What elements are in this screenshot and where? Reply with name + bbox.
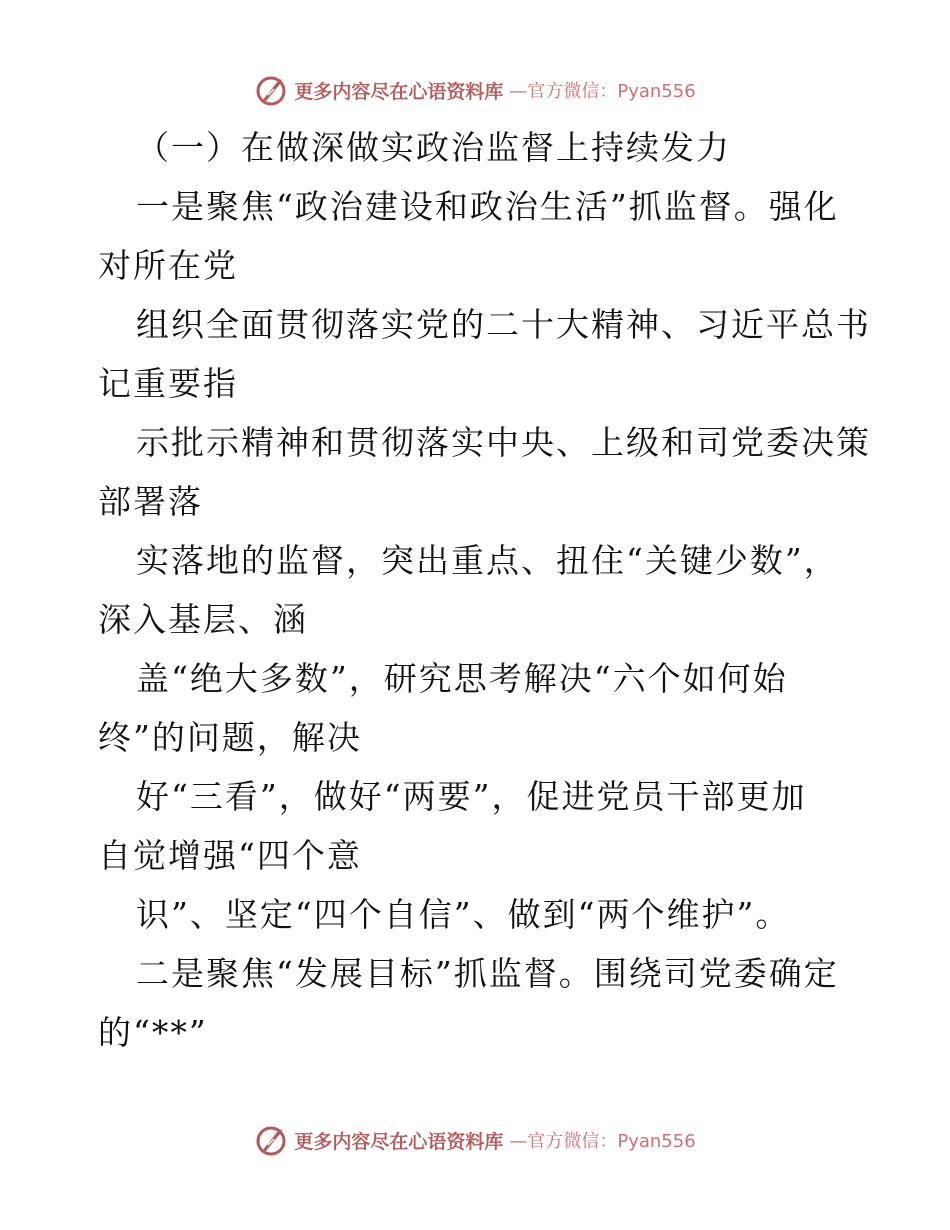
watermark-main-text: 更多内容尽在心语资料库 <box>294 1130 504 1153</box>
text-line: 对所在党 <box>98 246 238 285</box>
document-body <box>98 118 871 1062</box>
text-line: 深入基层、涵 <box>98 600 308 639</box>
watermark-sub-text: —官方微信：Pyan556 <box>509 1131 696 1152</box>
text-line: 二是聚焦“发展目标”抓监督。围绕司党委确定 <box>136 954 839 993</box>
text-line: 终”的问题，解决 <box>98 718 362 757</box>
text-line: （一）在做深做实政治监督上持续发力 <box>136 128 731 167</box>
text-line: 识”、坚定“四个自信”、做到“两个维护”。 <box>136 895 791 934</box>
header-watermark <box>0 70 950 110</box>
text-line: 自觉增强“四个意 <box>98 836 362 875</box>
text-line: 部署落 <box>98 482 203 521</box>
text-line: 盖“绝大多数”，研究思考解决“六个如何始 <box>136 659 788 698</box>
text-line: 记重要指 <box>98 364 238 403</box>
text-line: 的“**” <box>98 1013 208 1052</box>
text-line: 实落地的监督，突出重点、扭住“关键少数”， <box>136 541 839 580</box>
quill-pen-circle-icon <box>254 1123 288 1157</box>
text-line: 示批示精神和贯彻落实中央、上级和司党委决策 <box>136 423 871 462</box>
quill-pen-circle-icon <box>254 73 288 107</box>
watermark-sub-text: —官方微信：Pyan556 <box>509 81 696 102</box>
footer-watermark <box>0 1120 950 1160</box>
text-line: 好“三看”，做好“两要”，促进党员干部更加 <box>136 777 807 816</box>
text-line: 一是聚焦“政治建设和政治生活”抓监督。强化 <box>136 187 839 226</box>
watermark-main-text: 更多内容尽在心语资料库 <box>294 80 504 103</box>
text-line: 组织全面贯彻落实党的二十大精神、习近平总书 <box>136 305 871 344</box>
